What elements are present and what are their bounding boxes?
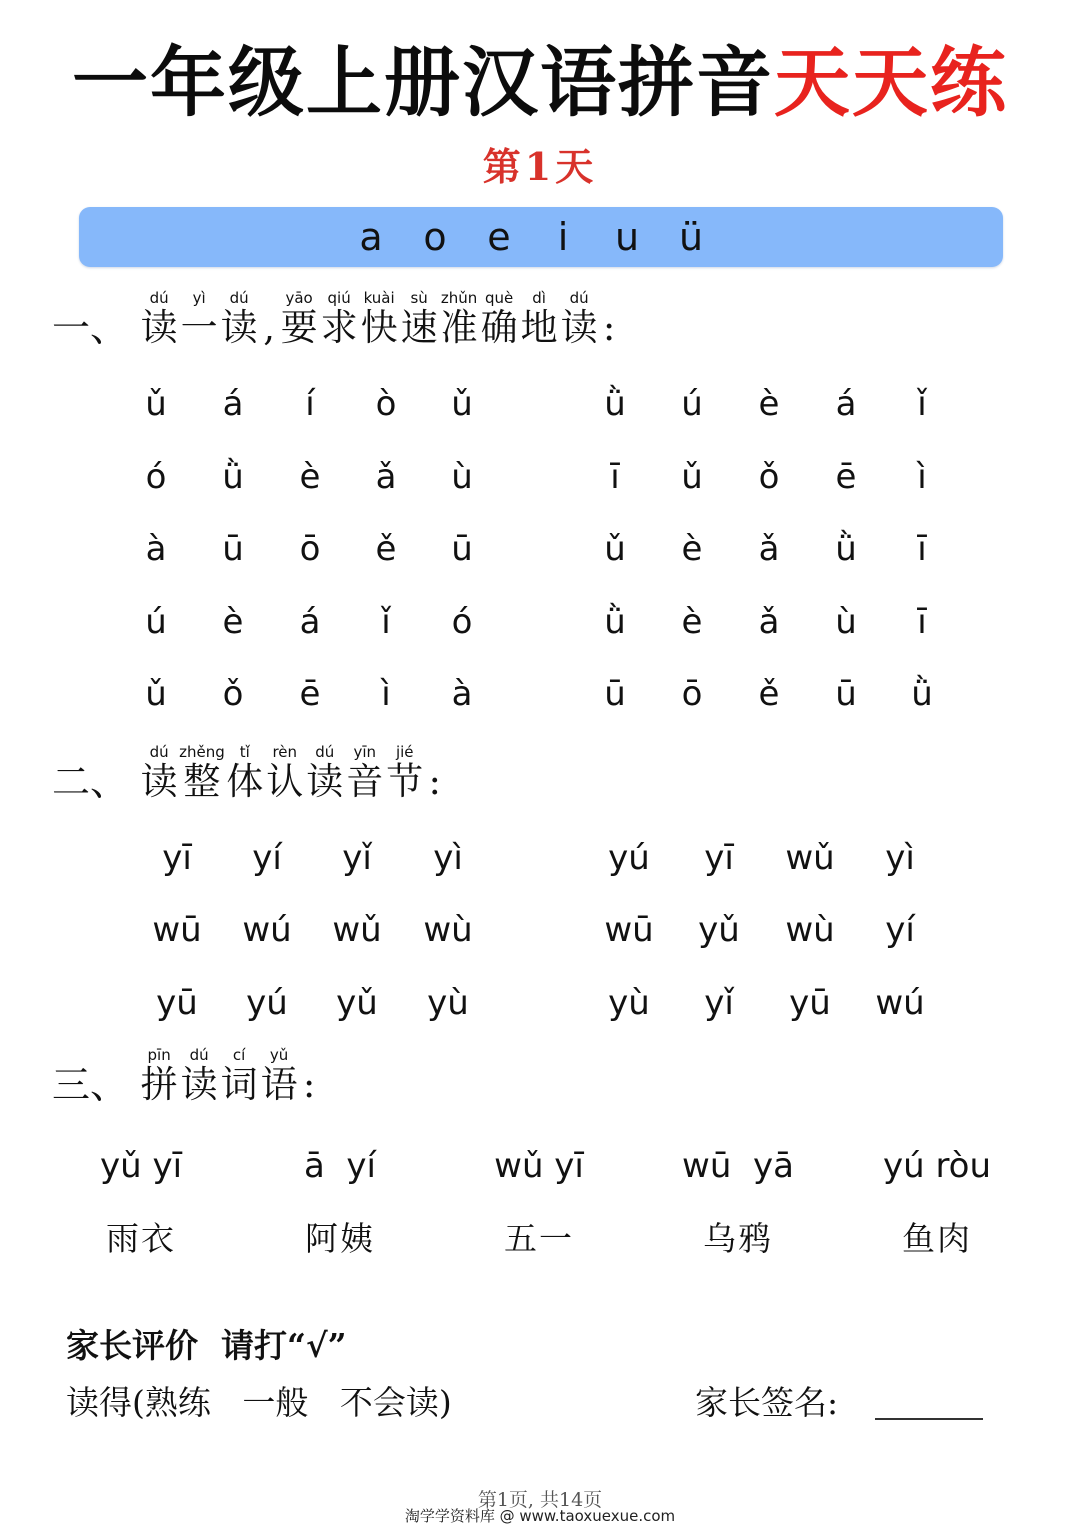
- vowel-cell: á: [299, 602, 321, 642]
- vowel-cell: ó: [451, 602, 473, 642]
- ruby-char: [399, 290, 439, 350]
- hanzi: 读: [140, 760, 178, 803]
- ruby-char: [519, 290, 559, 350]
- word-pinyin: yǔ yī: [99, 1146, 183, 1186]
- hanzi: 确: [480, 306, 518, 349]
- syllable-cell: wǔ: [785, 838, 835, 878]
- vowel-cell: ū: [835, 674, 857, 714]
- pinyin-annotation: yīn: [353, 743, 377, 761]
- syllable-cell: yí: [885, 910, 915, 950]
- hanzi: 语: [260, 1063, 298, 1106]
- hanzi: 要: [280, 306, 318, 349]
- section-number: 三、: [52, 1063, 129, 1107]
- hanzi: 一: [180, 306, 218, 349]
- word-hanzi: 阿姨: [305, 1219, 375, 1258]
- vowel-cell: ǜ: [222, 457, 244, 497]
- section-number: 一、: [52, 306, 129, 350]
- ruby-char: [479, 290, 519, 350]
- hanzi: 读: [140, 306, 178, 349]
- vowel: i: [557, 215, 569, 259]
- ruby-char: [219, 290, 259, 350]
- ruby-char: [139, 1047, 179, 1107]
- ruby-char: [425, 744, 445, 804]
- vowel-cell: è: [758, 384, 780, 424]
- title-highlight: 天天练: [774, 38, 1008, 127]
- syllable-cell: yù: [608, 983, 650, 1023]
- vowel-bar: [79, 207, 1003, 267]
- syllable-cell: yī: [162, 838, 192, 878]
- pinyin-annotation: kuài: [363, 289, 395, 307]
- ruby-char: [599, 290, 619, 350]
- syllable-cell: wù: [423, 910, 473, 950]
- pinyin-annotation: pīn: [147, 1046, 171, 1064]
- pinyin-annotation: yāo: [285, 289, 313, 307]
- pinyin-annotation: dú: [149, 743, 169, 761]
- syllable-cell: yǔ: [698, 910, 740, 950]
- vowel-cell: ǜ: [835, 529, 857, 569]
- hanzi: :: [302, 1063, 316, 1106]
- syllable-cell: wū: [152, 910, 202, 950]
- pinyin-annotation: dú: [189, 1046, 209, 1064]
- vowel-cell: ǔ: [451, 384, 473, 424]
- hanzi: 读: [560, 306, 598, 349]
- hanzi: ,: [263, 306, 275, 349]
- pinyin-annotation: rèn: [272, 743, 298, 761]
- syllable-cell: yū: [156, 983, 198, 1023]
- vowel-cell: ǔ: [604, 529, 626, 569]
- hanzi: 准: [440, 306, 478, 349]
- ruby-char: [139, 290, 179, 350]
- hanzi: 音: [346, 760, 384, 803]
- syllable-cell: wū: [604, 910, 654, 950]
- vowel-cell: ē: [835, 457, 857, 497]
- word-hanzi: 乌鸦: [703, 1219, 773, 1258]
- syllable-cell: yī: [704, 838, 734, 878]
- vowel-cell: ū: [451, 529, 473, 569]
- syllable-cell: yú: [246, 983, 288, 1023]
- section1-heading: [52, 290, 619, 350]
- ruby-char: [305, 744, 345, 804]
- ruby-char: [179, 744, 225, 804]
- vowel-cell: ǐ: [381, 602, 391, 642]
- ruby-char: [179, 290, 219, 350]
- syllable-cell: yì: [433, 838, 463, 878]
- vowel: a: [359, 215, 383, 259]
- pinyin-annotation: dú: [149, 289, 169, 307]
- hanzi: :: [602, 306, 616, 349]
- vowel-cell: è: [681, 529, 703, 569]
- title-main: 一年级上册汉语拼音: [72, 38, 774, 127]
- vowel-cell: ī: [917, 602, 927, 642]
- vowel-cell: í: [305, 384, 315, 424]
- hanzi: 节: [386, 760, 424, 803]
- ruby-char: [359, 290, 399, 350]
- syllable-cell: wǔ: [332, 910, 382, 950]
- hanzi: 地: [520, 306, 558, 349]
- pinyin-annotation: dú: [569, 289, 589, 307]
- pinyin-annotation: dú: [315, 743, 335, 761]
- pinyin-annotation: qiú: [327, 289, 351, 307]
- vowel-cell: á: [222, 384, 244, 424]
- syllable-cell: yǐ: [704, 983, 734, 1023]
- ruby-char: [179, 1047, 219, 1107]
- word-hanzi: 五一: [504, 1219, 574, 1258]
- pinyin-annotation: què: [484, 289, 514, 307]
- vowel: ü: [678, 215, 704, 259]
- heading-ruby: [139, 744, 445, 804]
- pinyin-annotation: cí: [232, 1046, 246, 1064]
- hanzi: 速: [400, 306, 438, 349]
- vowel: o: [423, 215, 447, 259]
- vowel-cell: ǔ: [145, 384, 167, 424]
- watermark: 淘学学资料库 @ www.taoxuexue.com: [404, 1507, 676, 1525]
- page-title: [0, 38, 1080, 128]
- hanzi: 认: [266, 760, 304, 803]
- word-pinyin: yú ròu: [882, 1146, 992, 1186]
- ruby-char: [139, 744, 179, 804]
- vowel-cell: ǎ: [758, 602, 780, 642]
- ruby-char: [559, 290, 599, 350]
- vowel-cell: à: [451, 674, 473, 714]
- vowel-cell: è: [222, 602, 244, 642]
- vowel-cell: ì: [381, 674, 391, 714]
- vowel-cell: ú: [145, 602, 167, 642]
- pinyin-annotation: yǔ: [269, 1046, 289, 1064]
- vowel-cell: ǒ: [222, 674, 244, 714]
- reading-level-options: 读得(熟练 一般 不会读): [66, 1383, 452, 1422]
- ruby-char: [279, 290, 319, 350]
- hanzi: 拼: [140, 1063, 178, 1106]
- hanzi: 读: [180, 1063, 218, 1106]
- vowel-cell: ō: [681, 674, 703, 714]
- syllable-cell: wú: [242, 910, 292, 950]
- vowel-cell: ǜ: [911, 674, 933, 714]
- parent-signature-label: 家长签名:: [695, 1383, 839, 1422]
- hanzi: 词: [220, 1063, 258, 1106]
- syllable-cell: yū: [789, 983, 831, 1023]
- syllable-cell: yí: [252, 838, 282, 878]
- pinyin-annotation: dú: [229, 289, 249, 307]
- ruby-char: [299, 1047, 319, 1107]
- ruby-char: [345, 744, 385, 804]
- day-label: 第1天: [482, 144, 598, 189]
- vowel: u: [614, 215, 640, 259]
- vowel-cell: ǜ: [604, 384, 626, 424]
- vowel-cell: ǎ: [375, 457, 397, 497]
- pinyin-annotation: zhǔn: [440, 289, 478, 307]
- heading-ruby: [139, 1047, 319, 1107]
- vowel-cell: ù: [451, 457, 473, 497]
- ruby-char: [385, 744, 425, 804]
- vowel-cell: ū: [222, 529, 244, 569]
- hanzi: :: [428, 760, 441, 803]
- syllable-cell: wú: [875, 983, 925, 1023]
- ruby-char: [259, 290, 279, 350]
- word-hanzi: 鱼肉: [902, 1219, 972, 1258]
- word-pinyin: ā yí: [303, 1146, 377, 1186]
- word-hanzi: 雨衣: [106, 1219, 176, 1258]
- vowel-cell: è: [299, 457, 321, 497]
- syllable-cell: yǐ: [342, 838, 372, 878]
- section3-heading: [52, 1047, 319, 1107]
- ruby-char: [219, 1047, 259, 1107]
- syllable-cell: wù: [785, 910, 835, 950]
- hanzi: 整: [183, 760, 221, 803]
- section2-heading: [52, 744, 445, 804]
- hanzi: 求: [320, 306, 358, 349]
- ruby-char: [225, 744, 265, 804]
- vowel-cell: ǔ: [681, 457, 703, 497]
- vowel-cell: ú: [681, 384, 703, 424]
- vowel-cell: ě: [375, 529, 397, 569]
- heading-ruby: [139, 290, 619, 350]
- vowel-cell: ǎ: [758, 529, 780, 569]
- pinyin-annotation: zhěng: [179, 743, 225, 761]
- hanzi: 读: [220, 306, 258, 349]
- ruby-char: [265, 744, 305, 804]
- syllable-cell: yǔ: [336, 983, 378, 1023]
- parent-evaluation-title: 家长评价 请打“√”: [66, 1326, 347, 1365]
- word-pinyin: wū yā: [682, 1146, 794, 1186]
- vowel-cell: á: [835, 384, 857, 424]
- vowel-cell: ǜ: [604, 602, 626, 642]
- vowel-cell: à: [145, 529, 167, 569]
- ruby-char: [439, 290, 479, 350]
- vowel-list: [339, 207, 723, 267]
- section-number: 二、: [52, 760, 129, 804]
- vowel-cell: ó: [145, 457, 167, 497]
- vowel-cell: ī: [917, 529, 927, 569]
- syllable-cell: yú: [608, 838, 650, 878]
- pinyin-annotation: sù: [410, 289, 428, 307]
- vowel-cell: ò: [375, 384, 397, 424]
- hanzi: 体: [226, 760, 264, 803]
- vowel: e: [487, 215, 511, 259]
- vowel-cell: ě: [758, 674, 780, 714]
- vowel-cell: ǒ: [758, 457, 780, 497]
- vowel-cell: è: [681, 602, 703, 642]
- ruby-char: [259, 1047, 299, 1107]
- vowel-cell: ō: [299, 529, 321, 569]
- word-pinyin: wǔ yī: [494, 1146, 584, 1186]
- vowel-cell: ē: [299, 674, 321, 714]
- syllable-cell: yì: [885, 838, 915, 878]
- pinyin-annotation: jié: [395, 743, 414, 761]
- syllable-cell: yù: [427, 983, 469, 1023]
- hanzi: 快: [360, 306, 398, 349]
- pinyin-annotation: tǐ: [239, 743, 250, 761]
- vowel-cell: ǔ: [145, 674, 167, 714]
- vowel-cell: ì: [917, 457, 927, 497]
- signature-line[interactable]: [875, 1418, 983, 1420]
- vowel-cell: ù: [835, 602, 857, 642]
- pinyin-annotation: dì: [532, 289, 546, 307]
- pinyin-annotation: yì: [192, 289, 206, 307]
- hanzi: 读: [306, 760, 344, 803]
- vowel-cell: ǐ: [917, 384, 927, 424]
- vowel-cell: ū: [604, 674, 626, 714]
- page-number: 第1页, 共14页: [477, 1489, 603, 1511]
- ruby-char: [319, 290, 359, 350]
- vowel-cell: ī: [610, 457, 620, 497]
